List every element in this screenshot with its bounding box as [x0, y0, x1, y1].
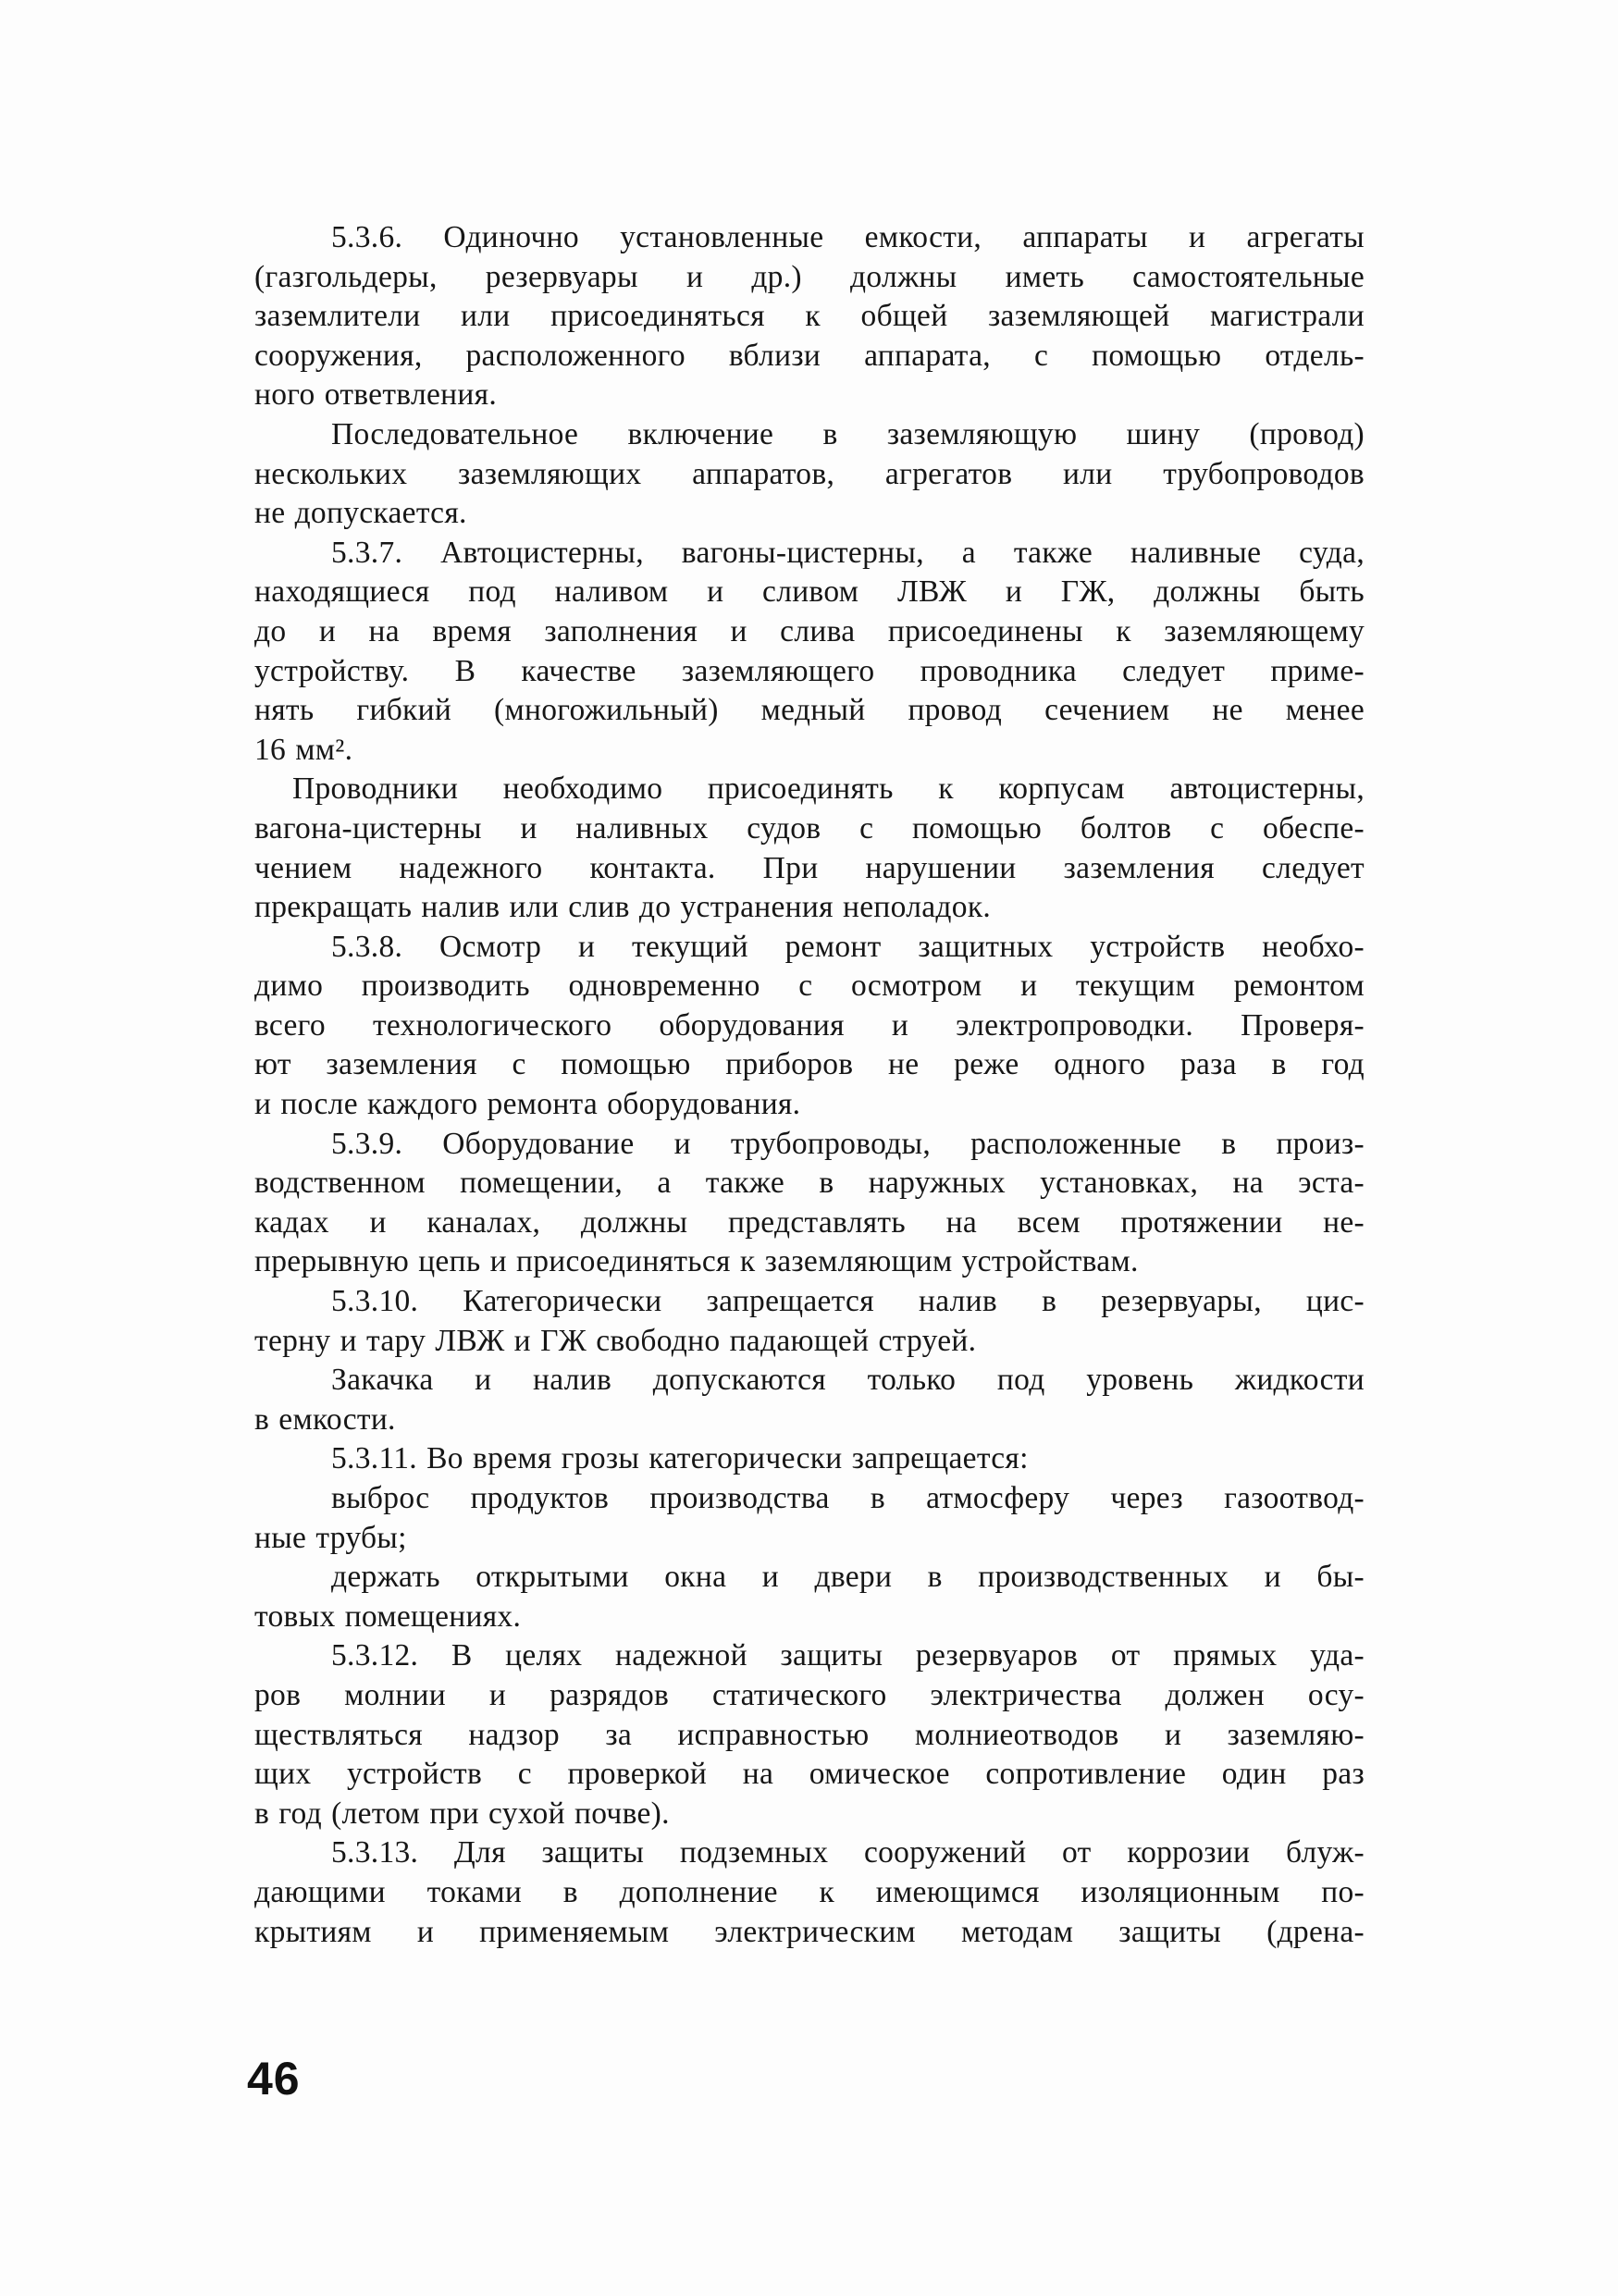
text-line: димо производить одновременно с осмотром и текущим ремонтом [254, 969, 1365, 1004]
text-line: прерывную цепь и присоединяться к заземляющим устройствам. [254, 1244, 1139, 1279]
text-line: чением надежного контакта. При нарушении заземления следует [254, 850, 1365, 885]
text-line: и после каждого ремонта оборудования. [254, 1087, 801, 1122]
text-line: 5.3.12. В целях надежной защиты резервуаров от прямых уда- [331, 1638, 1365, 1673]
text-line: Последовательное включение в заземляющую шину (провод) [331, 416, 1365, 451]
text-line: устройству. В качестве заземляющего проводника следует приме- [254, 653, 1365, 688]
text-line: в емкости. [254, 1401, 396, 1437]
text-line: 5.3.10. Категорически запрещается налив в резервуары, цис- [331, 1284, 1365, 1319]
text-line: ного ответвления. [254, 377, 497, 413]
text-line: 16 мм². [254, 732, 353, 767]
text-line: крытиям и применяемым электрическим методам защиты (дрена- [254, 1914, 1365, 1949]
text-line: 5.3.13. Для защиты подземных сооружений от коррозии блуж- [331, 1835, 1365, 1870]
page-number: 46 [247, 2053, 301, 2105]
text-line: Закачка и налив допускаются только под уровень жидкости [331, 1363, 1365, 1398]
text-line: нескольких заземляющих аппаратов, агрегатов или трубопроводов [254, 456, 1365, 491]
text-line: (газгольдеры, резервуары и др.) должны иметь самостоятельные [254, 259, 1365, 294]
text-line: сооружения, расположенного вблизи аппарата, с помощью отдель- [254, 338, 1365, 373]
text-line: 5.3.6. Одиночно установленные емкости, аппараты и агрегаты [331, 220, 1365, 254]
text-line: не допускается. [254, 496, 467, 531]
text-line: ные трубы; [254, 1520, 407, 1555]
text-line: вагона-цистерны и наливных судов с помощью болтов с обеспе- [254, 810, 1365, 846]
text-line: выброс продуктов производства в атмосферу через газоотвод- [331, 1481, 1365, 1515]
text-line: терну и тару ЛВЖ и ГЖ свободно падающей струей. [254, 1323, 977, 1358]
text-line: Проводники необходимо присоединять к корпусам автоцистерны, [292, 772, 1365, 807]
text-line: кадах и каналах, должны представлять на всем протяжении не- [254, 1204, 1365, 1240]
text-line: 5.3.7. Автоцистерны, вагоны-цистерны, а также наливные суда, [331, 535, 1365, 570]
text-line: до и на время заполнения и слива присоединены к заземляющему [254, 613, 1365, 648]
text-line: всего технологического оборудования и электропроводки. Проверя- [254, 1007, 1365, 1043]
text-line: заземлители или присоединяться к общей заземляющей магистрали [254, 299, 1365, 334]
text-line: 5.3.8. Осмотр и текущий ремонт защитных устройств необхо- [331, 929, 1365, 964]
text-line: в год (летом при сухой почве). [254, 1796, 670, 1831]
text-line: находящиеся под наливом и сливом ЛВЖ и ГЖ, должны быть [254, 574, 1365, 610]
text-line: щих устройств с проверкой на омическое сопротивление один раз [254, 1757, 1365, 1792]
text-line: 5.3.9. Оборудование и трубопроводы, расположенные в произ- [331, 1126, 1365, 1161]
text-line: ют заземления с помощью приборов не реже одного раза в год [254, 1047, 1365, 1082]
text-line: ров молнии и разрядов статического электричества должен осу- [254, 1677, 1365, 1712]
text-line: нять гибкий (многожильный) медный провод сечением не менее [254, 693, 1365, 728]
body-text [254, 218, 1365, 1952]
text-line: ществляться надзор за исправностью молниеотводов и заземляю- [254, 1717, 1365, 1752]
text-line: водственном помещении, а также в наружных установках, на эста- [254, 1166, 1365, 1201]
text-line: прекращать налив или слив до устранения неполадок. [254, 890, 992, 925]
text-line: 5.3.11. Во время грозы категорически запрещается: [331, 1441, 1029, 1476]
text-line: держать открытыми окна и двери в производственных и бы- [331, 1560, 1365, 1595]
text-line: дающими токами в дополнение к имеющимся изоляционным по- [254, 1874, 1365, 1909]
text-line: товых помещениях. [254, 1599, 522, 1634]
